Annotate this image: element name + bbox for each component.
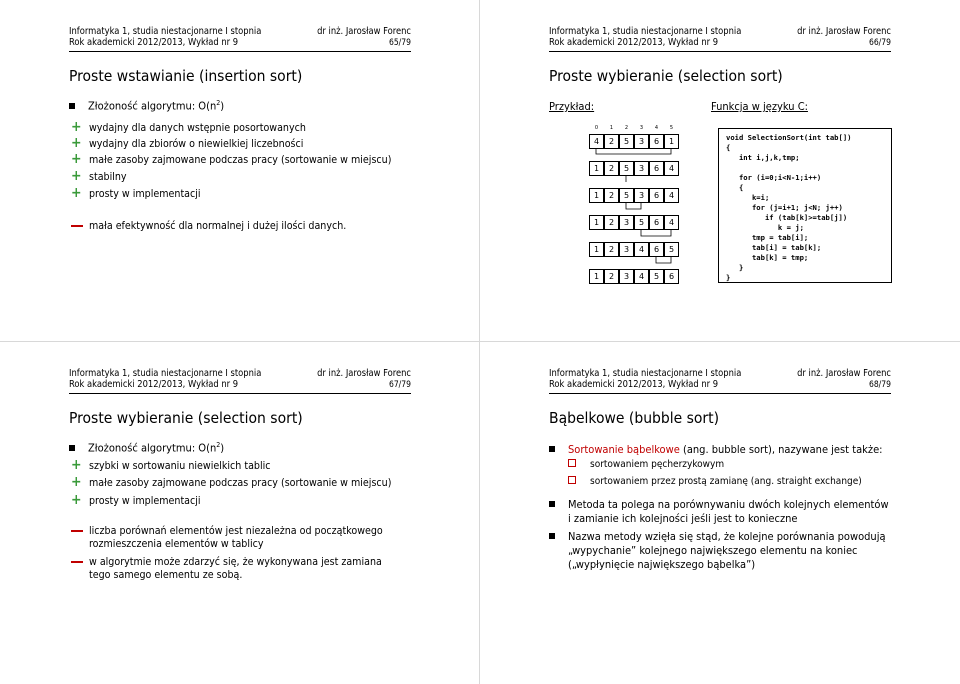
plus-icon: + — [71, 185, 82, 201]
author: dr inż. Jarosław Forenc — [797, 368, 891, 379]
pro-item: + prosty w implementacji — [71, 492, 201, 508]
example-label: Przykład: — [549, 100, 595, 113]
slide-67 — [0, 342, 480, 684]
array-cell: 6 — [649, 242, 664, 257]
minus-icon — [71, 561, 83, 563]
author: dr inż. Jarosław Forenc — [797, 26, 891, 37]
header-rule — [549, 51, 891, 52]
plus-icon: + — [71, 135, 82, 151]
slide-66 — [480, 0, 960, 342]
pro-item: + małe zasoby zajmowane podczas pracy (sortowanie w miejscu) — [71, 474, 392, 490]
array-cell: 4 — [634, 269, 649, 284]
index-label: 2 — [624, 125, 629, 131]
array-cell: 5 — [634, 215, 649, 230]
array-cell: 4 — [664, 188, 679, 203]
array-cell: 4 — [589, 134, 604, 149]
bubble-intro-bullet: Sortowanie bąbelkowe (ang. bubble sort), nazywane jest także: — [549, 443, 883, 456]
minus-icon — [71, 530, 83, 532]
array-cell: 6 — [649, 134, 664, 149]
array-cell: 2 — [604, 242, 619, 257]
slide-title: Proste wstawianie (insertion sort) — [69, 67, 303, 85]
academic-year: Rok akademicki 2012/2013, Wykład nr 9 — [69, 37, 239, 48]
pro-item: + wydajny dla danych wstępnie posortowanych — [71, 119, 306, 135]
code-block — [718, 128, 892, 283]
slide-title: Proste wybieranie (selection sort) — [69, 409, 303, 427]
function-label: Funkcja w języku C: — [711, 100, 808, 113]
swap-arrow — [626, 203, 641, 209]
index-label: 4 — [654, 125, 659, 131]
page-number: 66/79 — [868, 38, 891, 48]
square-bullet-icon — [69, 103, 75, 109]
method-bullet: Metoda ta polega na porównywaniu dwóch kolejnych elementów — [549, 498, 889, 511]
name-bullet: Nazwa metody wzięła się stąd, że kolejne porównania powodują — [549, 530, 886, 543]
minus-icon — [71, 225, 83, 227]
page-number: 65/79 — [388, 38, 411, 48]
slide-65 — [0, 0, 480, 342]
method-bullet-continued: i zamianie ich kolejności jeśli jest to konieczne — [568, 512, 798, 525]
slide-header — [549, 26, 891, 48]
plus-icon: + — [71, 492, 82, 508]
con-item: liczba porównań elementów jest niezależna od początkowego — [89, 524, 383, 539]
header-rule — [69, 51, 411, 52]
square-bullet-icon — [549, 533, 555, 539]
index-label: 3 — [639, 125, 644, 131]
pro-item: + stabilny — [71, 168, 127, 184]
author: dr inż. Jarosław Forenc — [317, 26, 411, 37]
sub-item: sortowaniem pęcherzykowym — [568, 459, 724, 470]
array-cell: 1 — [589, 188, 604, 203]
academic-year: Rok akademicki 2012/2013, Wykład nr 9 — [549, 379, 719, 390]
array-cell: 3 — [619, 269, 634, 284]
array-cell: 2 — [604, 269, 619, 284]
plus-icon: + — [71, 151, 82, 167]
array-cell: 1 — [664, 134, 679, 149]
array-cell: 5 — [619, 161, 634, 176]
course-name: Informatyka 1, studia niestacjonarne I stopnia — [549, 26, 742, 37]
square-bullet-icon — [549, 446, 555, 452]
pro-item: + prosty w implementacji — [71, 185, 201, 201]
slide-68 — [480, 342, 960, 684]
slide-header — [549, 368, 891, 390]
con-item-continued: tego samego elementu ze sobą. — [89, 569, 243, 581]
academic-year: Rok akademicki 2012/2013, Wykład nr 9 — [69, 379, 239, 390]
header-rule — [69, 393, 411, 394]
name-bullet-continued: „wypychanie” kolejnego największego elementu na koniec — [568, 544, 858, 557]
swap-arrow — [641, 230, 671, 236]
array-cell: 3 — [634, 161, 649, 176]
array-cell: 3 — [619, 215, 634, 230]
square-bullet-icon — [69, 445, 75, 451]
array-cell: 1 — [589, 161, 604, 176]
array-cell: 1 — [589, 242, 604, 257]
plus-icon: + — [71, 457, 82, 473]
array-cell: 5 — [619, 188, 634, 203]
course-name: Informatyka 1, studia niestacjonarne I stopnia — [549, 368, 742, 379]
square-bullet-icon — [549, 501, 555, 507]
array-cell: 1 — [589, 215, 604, 230]
page-number: 67/79 — [388, 380, 411, 390]
array-cell: 1 — [589, 269, 604, 284]
slide-title: Proste wybieranie (selection sort) — [549, 67, 783, 85]
pro-item: + wydajny dla zbiorów o niewielkiej liczebności — [71, 135, 304, 151]
array-cell: 5 — [619, 134, 634, 149]
array-cell: 4 — [664, 161, 679, 176]
plus-icon: + — [71, 474, 82, 490]
array-cell: 5 — [649, 269, 664, 284]
page-number: 68/79 — [868, 380, 891, 390]
course-name: Informatyka 1, studia niestacjonarne I stopnia — [69, 368, 262, 379]
academic-year: Rok akademicki 2012/2013, Wykład nr 9 — [549, 37, 719, 48]
sub-item: sortowaniem przez prostą zamianę (ang. straight exchange) — [568, 476, 862, 487]
slide-header — [69, 26, 411, 48]
con-item-continued: rozmieszczenia elementów w tablicy — [89, 538, 264, 550]
array-cell: 2 — [604, 215, 619, 230]
index-label: 0 — [594, 125, 599, 131]
swap-arrow — [656, 257, 671, 263]
array-cell: 5 — [664, 242, 679, 257]
array-cell: 6 — [649, 215, 664, 230]
plus-icon: + — [71, 119, 82, 135]
complexity-bullet: Złożoność algorytmu: $O(n^2)$ — [69, 99, 224, 113]
array-cell: 4 — [664, 215, 679, 230]
plus-icon: + — [71, 168, 82, 184]
selection-sort-code: void SelectionSort(int tab[]) { int i,j,k,tmp; for (i=0;i<N-1;i++) { k=i; for (j=i+1; j<N; j++) if (tab[k]>=tab[j]) k = j; tmp = tab[i]; tab[i] = tab[k]; tab[k] = tmp; } } — [726, 133, 852, 282]
array-cell: 2 — [604, 161, 619, 176]
slide-title: Bąbelkowe (bubble sort) — [549, 409, 720, 427]
index-label: 5 — [669, 125, 674, 131]
array-cell: 3 — [619, 242, 634, 257]
header-rule — [549, 393, 891, 394]
array-cell: 3 — [634, 134, 649, 149]
hollow-square-icon — [568, 476, 576, 484]
array-cell: 6 — [664, 269, 679, 284]
array-cell: 3 — [634, 188, 649, 203]
complexity-bullet: Złożoność algorytmu: $O(n^2)$ — [69, 441, 224, 455]
slide-header — [69, 368, 411, 390]
array-cell: 2 — [604, 188, 619, 203]
con-item: mała efektywność dla normalnej i dużej ilości danych. — [89, 219, 346, 234]
array-cell: 6 — [649, 188, 664, 203]
author: dr inż. Jarosław Forenc — [317, 368, 411, 379]
course-name: Informatyka 1, studia niestacjonarne I stopnia — [69, 26, 262, 37]
name-bullet-continued: („wypłynięcie największego bąbelka”) — [568, 558, 756, 571]
array-cell: 2 — [604, 134, 619, 149]
array-cell: 6 — [649, 161, 664, 176]
index-label: 1 — [609, 125, 614, 131]
pro-item: + szybki w sortowaniu niewielkich tablic — [71, 457, 271, 473]
pro-item: + małe zasoby zajmowane podczas pracy (sortowanie w miejscu) — [71, 151, 392, 167]
array-cell: 4 — [634, 242, 649, 257]
con-item: w algorytmie może zdarzyć się, że wykonywana jest zamiana — [89, 555, 382, 570]
hollow-square-icon — [568, 459, 576, 467]
